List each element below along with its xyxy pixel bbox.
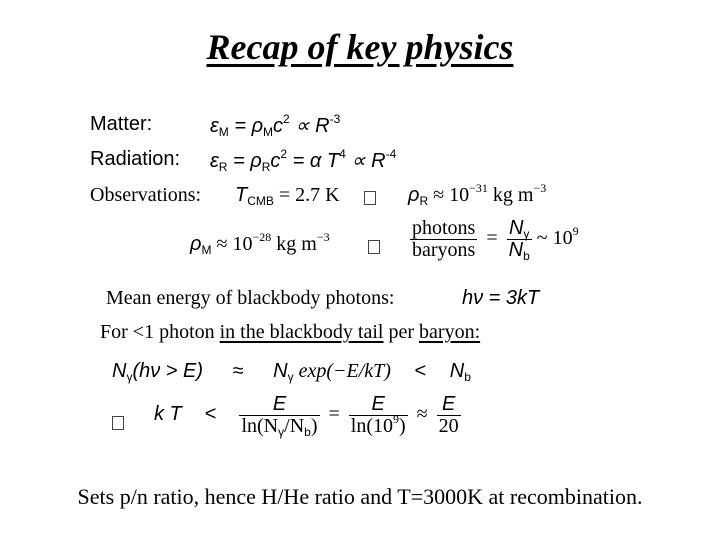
photon-baryon-ratio: $\frac{\text{photons}}{\text{baryons}}$ = $\frac{N_\gamma}{N_b}$ ~ $10^9$ <box>412 217 579 263</box>
rho-r-equation: $\rho_R \approx 10^{-31}$ kg $m^{-3}$ <box>408 181 547 208</box>
placeholder-box-icon <box>112 414 124 432</box>
footer-note: Sets p/n ratio, hence H/He ratio and T=3000K at recombination. <box>77 484 643 509</box>
rho-m-equation: $\rho_M \approx 10^{-28}$ kg $m^{-3}$ <box>190 230 330 257</box>
placeholder-box-icon <box>364 189 376 207</box>
photon-tail-inequality: $N_\gamma(h\nu > E) \approx N_\gamma$ $\exp(-E/kT) < N_b$ <box>112 360 471 384</box>
matter-label: Matter: <box>90 113 153 135</box>
kt-inequality: k T < $\frac{E}{\ln(N_\gamma/N_b)}$ = $\frac{E}{\ln(10^9)}$ ≈ $\frac{E}{20}$ <box>154 393 459 439</box>
tail-sentence: For <1 photon in the blackbody tail per baryon: <box>100 321 481 343</box>
mean-energy-label: Mean energy of blackbody photons: <box>106 287 395 309</box>
matter-equation: $\varepsilon_M = \rho_Mc^2 \propto R^{-3}$ <box>210 112 341 139</box>
page-title: Recap of key physics <box>206 27 514 67</box>
tcmb-equation: $T_{CMB} = 2.7$ K <box>235 184 340 208</box>
observations-label: Observations: <box>90 184 202 206</box>
radiation-label: Radiation: <box>90 148 181 170</box>
placeholder-box-icon <box>368 238 380 256</box>
mean-energy-equation: hν = 3kT <box>462 287 540 309</box>
radiation-equation: $\varepsilon_R = \rho_Rc^2 = \alpha$ $T^4 \propto R^{-4}$ <box>210 147 397 174</box>
